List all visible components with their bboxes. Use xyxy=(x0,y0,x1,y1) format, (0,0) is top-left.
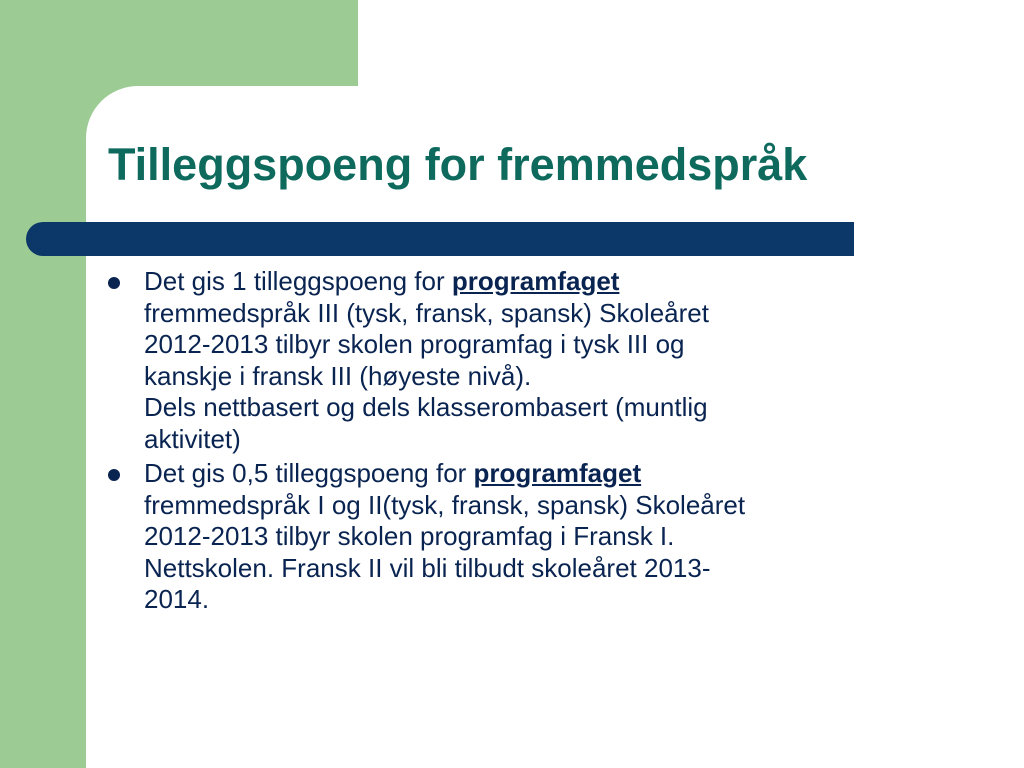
bullet-text: Det gis 0,5 tilleggspoeng for xyxy=(144,458,474,488)
slide-title: Tilleggspoeng for fremmedspråk xyxy=(108,139,808,190)
bullet-line: Dels nettbasert og dels klasserombasert (muntlig xyxy=(144,392,708,422)
title-underline-bar xyxy=(26,222,854,256)
bullet-line: fremmedspråk III (tysk, fransk, spansk) Skoleåret xyxy=(144,297,709,328)
bullet-line: 2012-2013 tilbyr skolen programfag i Fransk I. xyxy=(144,521,675,551)
bullet-item-2 xyxy=(104,458,964,616)
bullet-icon xyxy=(108,277,120,289)
programfaget-link[interactable]: programfaget xyxy=(473,458,642,488)
bullet-line xyxy=(144,458,964,490)
bullet-icon xyxy=(108,469,120,481)
bullet-line xyxy=(144,266,964,298)
bullet-line: Nettskolen. Fransk II vil bli tilbudt skoleåret 2013- xyxy=(144,552,711,583)
bullet-line: 2014. xyxy=(144,584,210,614)
bullet-line: aktivitet) xyxy=(144,423,241,454)
bullet-list xyxy=(104,266,964,619)
bullet-line: 2012-2013 tilbyr skolen programfag i tysk III og xyxy=(144,329,685,359)
bullet-text: Det gis 1 tilleggspoeng for xyxy=(144,266,452,296)
bullet-item-1 xyxy=(104,266,964,455)
bullet-line: fremmedspråk I og II(tysk, fransk, spansk) Skoleåret xyxy=(144,489,746,520)
bullet-line: kanskje i fransk III (høyeste nivå). xyxy=(144,360,532,391)
programfaget-link[interactable]: programfaget xyxy=(451,266,620,296)
